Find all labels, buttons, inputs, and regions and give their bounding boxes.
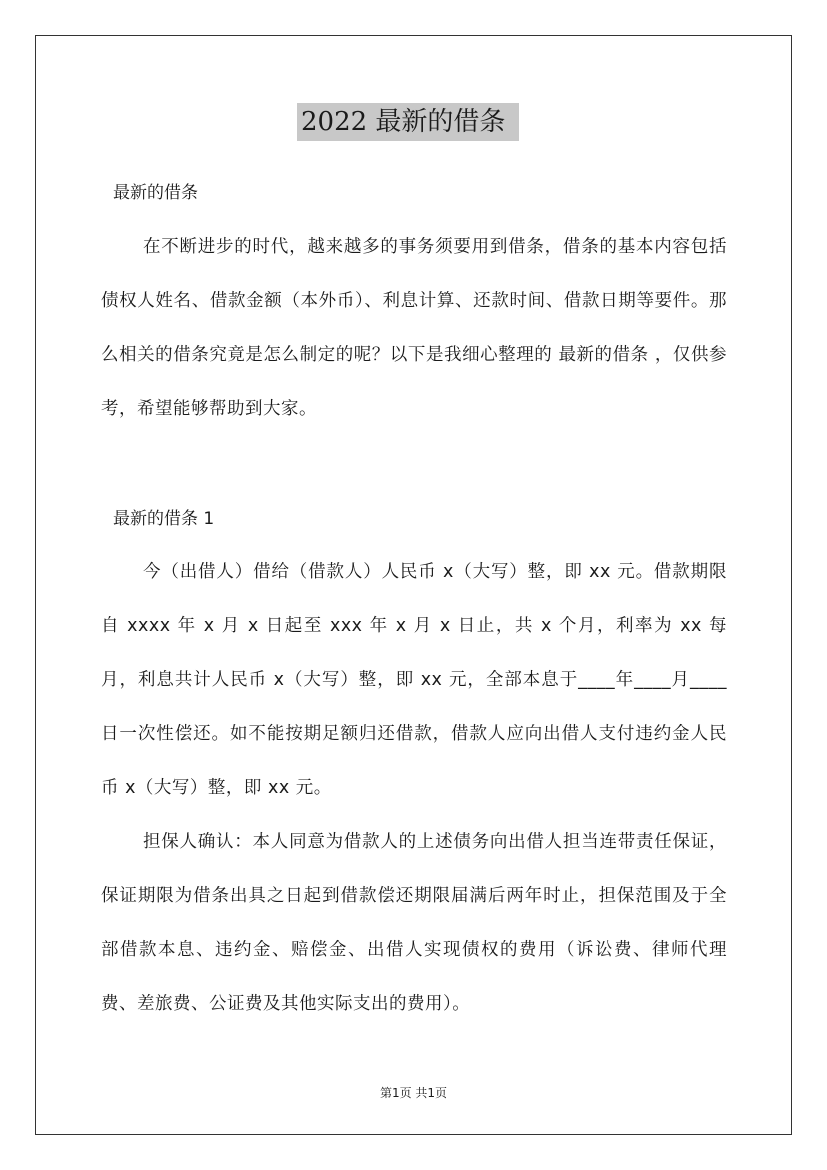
- intro-heading: 最新的借条: [113, 183, 198, 203]
- section1-heading: 最新的借条 1: [113, 509, 215, 529]
- section1-paragraph-2: 担保人确认：本人同意为借款人的上述债务向出借人担当连带责任保证，保证期限为借条出具之日起到借款偿还期限届满后两年时止，担保范围及于全部借款本息、违约金、赔偿金、出借人实现债权的费用（诉讼费、律师代理费、差旅费、公证费及其他实际支出的费用）。: [101, 832, 727, 1014]
- intro-paragraph: 在不断进步的时代，越来越多的事务须要用到借条，借条的基本内容包括债权人姓名、借款金额（本外币）、利息计算、还款时间、借款日期等要件。那么相关的借条究竟是怎么制定的呢？以下是我细心整理的 最新的借条 ，仅供参考，希望能够帮助到大家。: [101, 237, 727, 419]
- document-title: 2022 最新的借条: [297, 103, 519, 141]
- page-footer: 第1页 共1页: [379, 1086, 448, 1100]
- section1-paragraph-1: 今（出借人）借给（借款人）人民币 x（大写）整，即 xx 元。借款期限自 xxxx 年 x 月 x 日起至 xxx 年 x 月 x 日止，共 x 个月，利率为 xx 每月，利息共计人民币 x（大写）整，即 xx 元，全部本息于____年____月____日一次性偿还。如不能按期足额归还借款，借款人应向出借人支付违约金人民币 x（大写）整，即 xx 元。: [101, 562, 727, 798]
